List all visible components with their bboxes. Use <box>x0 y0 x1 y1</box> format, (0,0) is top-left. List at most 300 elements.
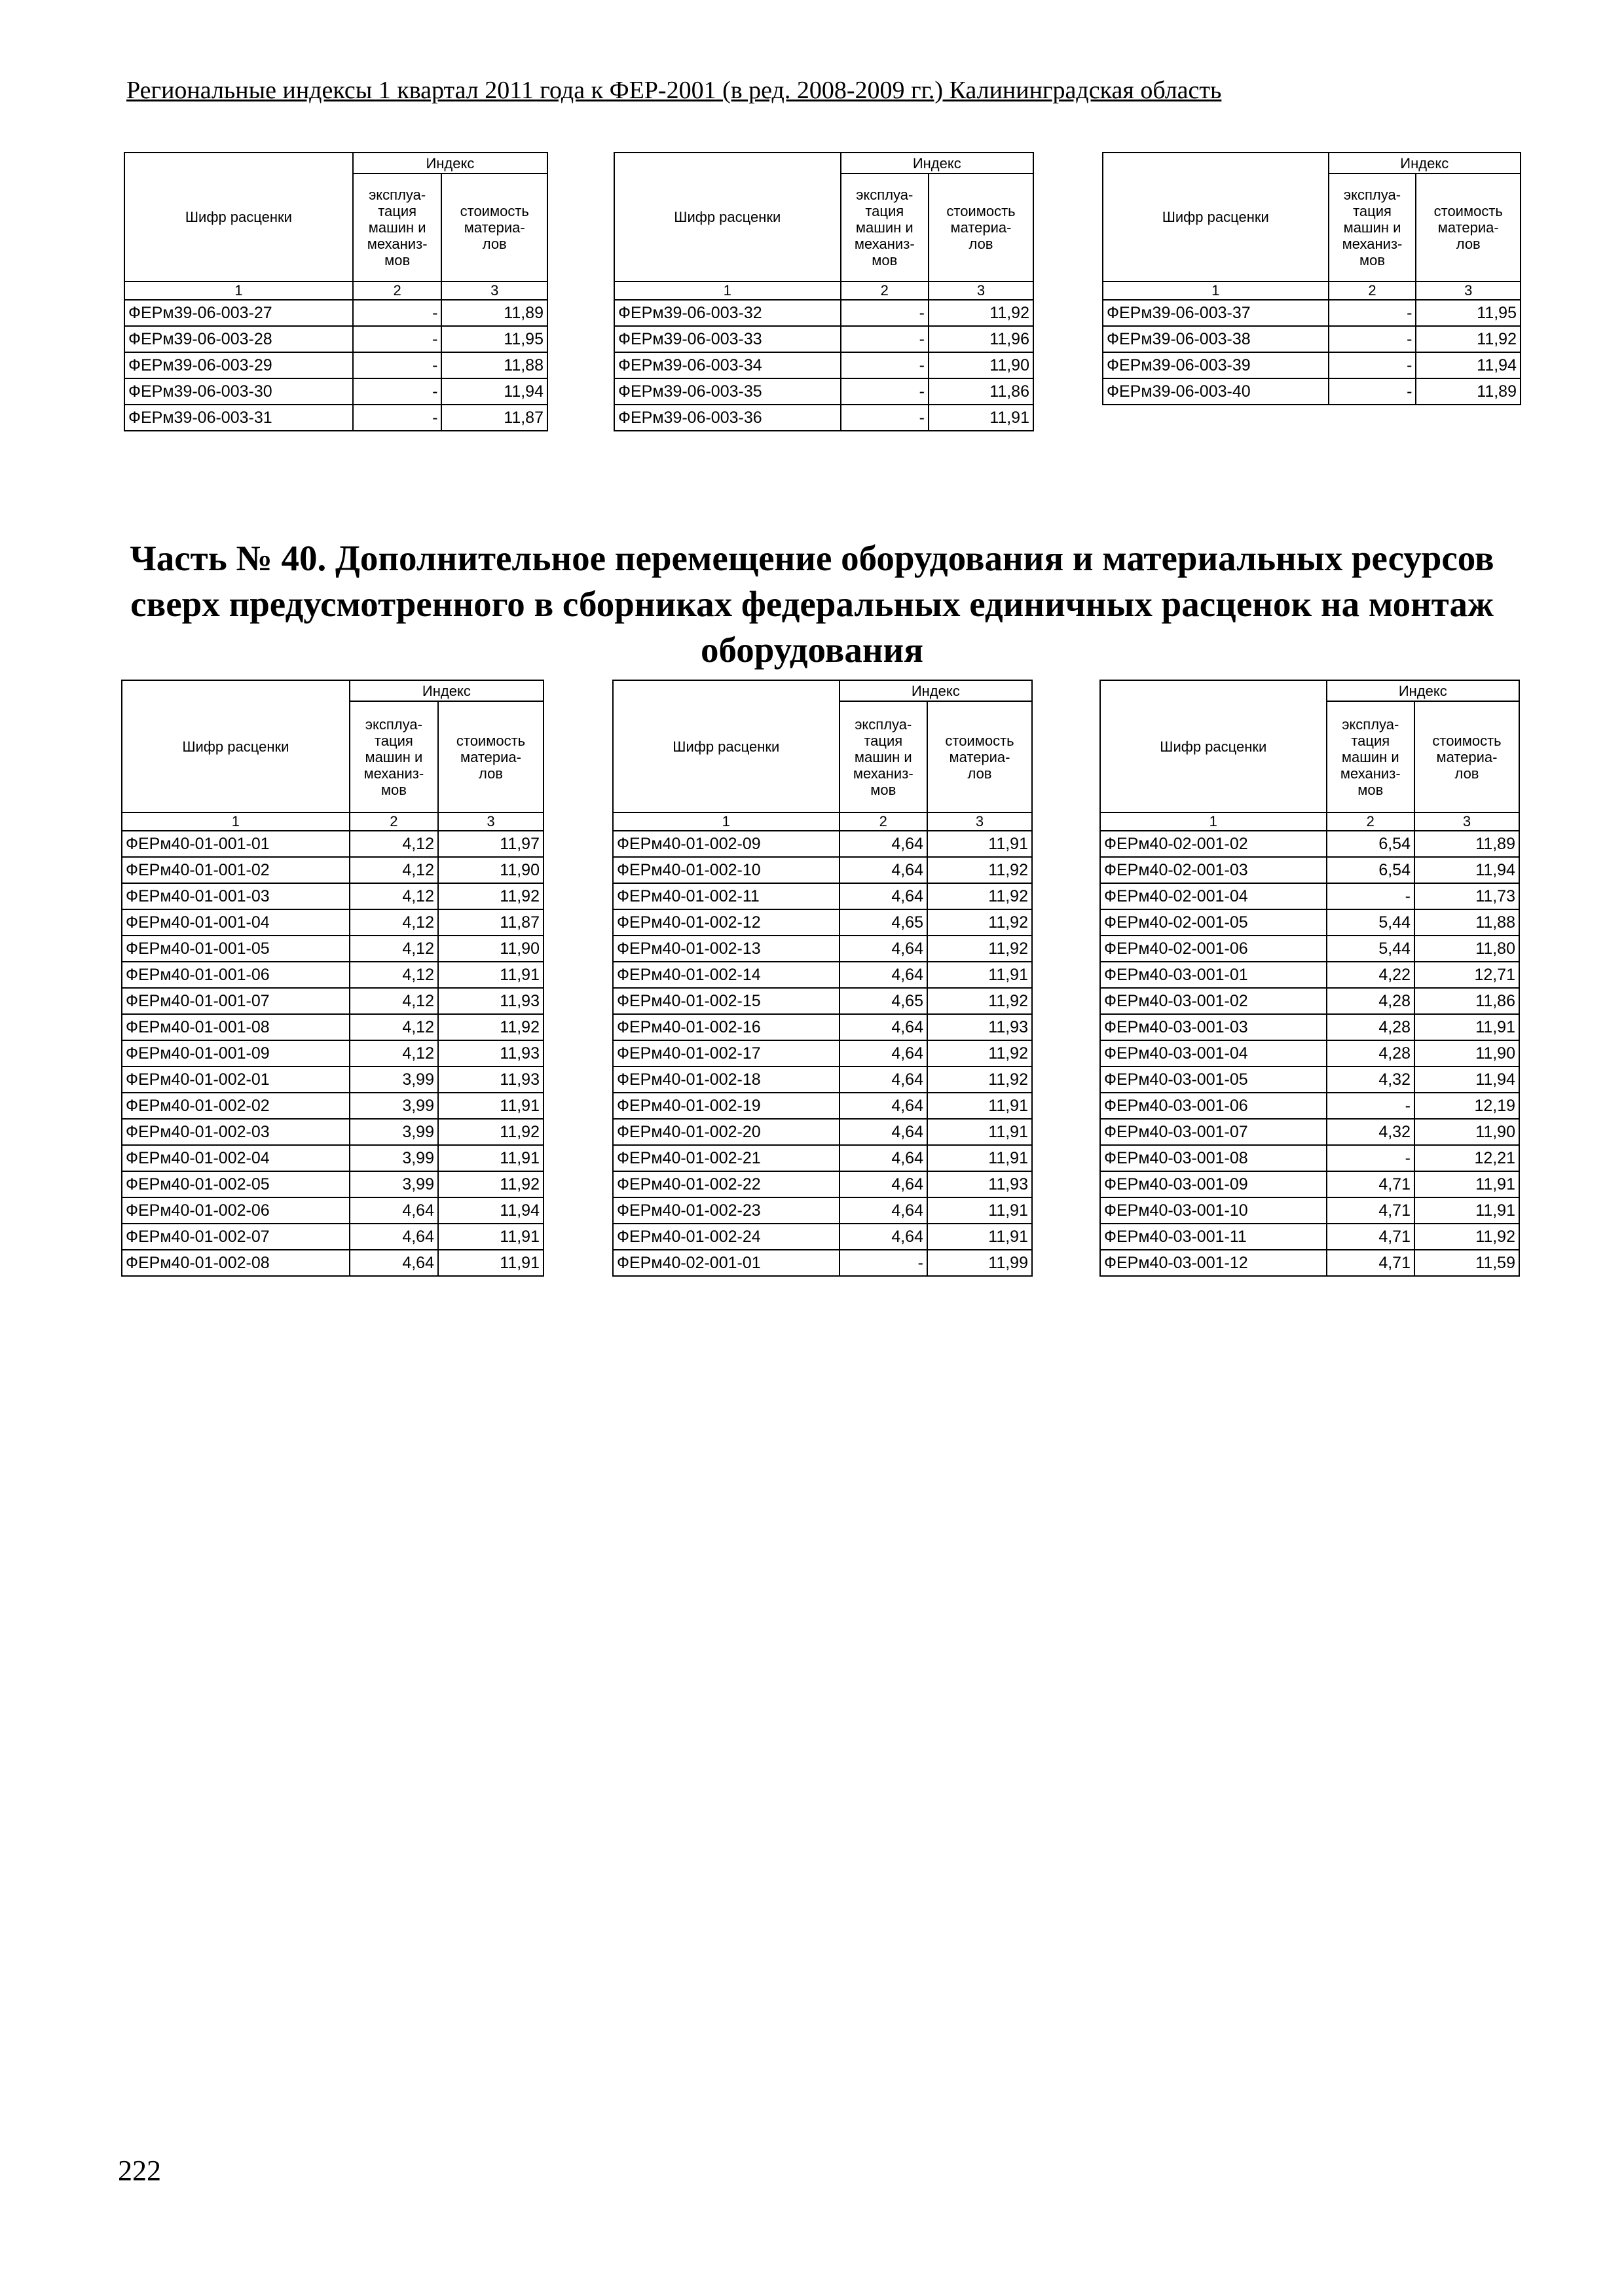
machines-index-cell: 3,99 <box>350 1066 438 1093</box>
column-number: 3 <box>441 282 547 300</box>
index-column-header: Индекс <box>840 680 1032 701</box>
rate-code-cell: ФЕРм40-03-001-12 <box>1100 1250 1327 1276</box>
materials-index-cell: 11,96 <box>929 326 1033 352</box>
table-row <box>613 1224 1032 1250</box>
table-row <box>122 1093 544 1119</box>
rate-code-cell: ФЕРм40-03-001-07 <box>1100 1119 1327 1145</box>
table-row <box>1103 300 1521 326</box>
rate-code-cell: ФЕРм40-01-002-12 <box>613 909 840 936</box>
materials-index-cell: 11,94 <box>1416 352 1521 378</box>
machines-index-cell: 4,22 <box>1327 962 1414 988</box>
machines-index-cell: - <box>841 326 929 352</box>
materials-index-cell: 11,99 <box>927 1250 1032 1276</box>
machines-index-cell: 4,71 <box>1327 1224 1414 1250</box>
table-row <box>613 962 1032 988</box>
rate-code-cell: ФЕРм39-06-003-36 <box>614 405 841 431</box>
rate-code-cell: ФЕРм40-03-001-03 <box>1100 1014 1327 1040</box>
materials-index-cell: 11,91 <box>927 1145 1032 1171</box>
table-row <box>122 1145 544 1171</box>
materials-index-cell: 11,92 <box>927 1040 1032 1066</box>
rate-code-cell: ФЕРм40-01-002-21 <box>613 1145 840 1171</box>
index-table-part39-2 <box>614 152 1034 431</box>
machines-index-cell: 4,64 <box>840 1224 927 1250</box>
materials-index-cell: 11,91 <box>927 962 1032 988</box>
column-number: 3 <box>927 812 1032 831</box>
table-row <box>614 300 1033 326</box>
machines-index-cell: 4,64 <box>840 936 927 962</box>
rate-code-cell: ФЕРм39-06-003-29 <box>124 352 353 378</box>
machines-index-cell: 4,12 <box>350 962 438 988</box>
machines-column-header: эксплуа- тация машин и механиз- мов <box>840 701 927 812</box>
rate-code-cell: ФЕРм40-01-002-23 <box>613 1197 840 1224</box>
table-row <box>122 1014 544 1040</box>
materials-index-cell: 11,91 <box>927 1224 1032 1250</box>
machines-index-cell: - <box>841 405 929 431</box>
table-row <box>1100 1250 1519 1276</box>
table-row <box>122 1066 544 1093</box>
materials-index-cell: 11,88 <box>441 352 547 378</box>
table-row <box>1100 1197 1519 1224</box>
materials-index-cell: 12,19 <box>1414 1093 1519 1119</box>
table-row <box>613 1145 1032 1171</box>
rate-code-cell: ФЕРм39-06-003-28 <box>124 326 353 352</box>
machines-column-header: эксплуа- тация машин и механиз- мов <box>350 701 438 812</box>
rate-code-cell: ФЕРм40-01-001-08 <box>122 1014 350 1040</box>
table-row <box>1100 988 1519 1014</box>
machines-index-cell: - <box>1329 326 1416 352</box>
machines-index-cell: 6,54 <box>1327 831 1414 857</box>
rate-code-cell: ФЕРм40-01-002-05 <box>122 1171 350 1197</box>
rate-code-cell: ФЕРм40-02-001-02 <box>1100 831 1327 857</box>
rate-code-cell: ФЕРм40-01-002-13 <box>613 936 840 962</box>
machines-index-cell: 4,28 <box>1327 988 1414 1014</box>
machines-index-cell: 5,44 <box>1327 909 1414 936</box>
machines-index-cell: 3,99 <box>350 1093 438 1119</box>
rate-code-cell: ФЕРм39-06-003-32 <box>614 300 841 326</box>
machines-index-cell: 4,71 <box>1327 1197 1414 1224</box>
machines-index-cell: - <box>1327 1145 1414 1171</box>
rate-code-cell: ФЕРм40-01-002-08 <box>122 1250 350 1276</box>
machines-index-cell: - <box>1329 300 1416 326</box>
materials-index-cell: 11,92 <box>927 988 1032 1014</box>
materials-index-cell: 11,92 <box>927 857 1032 883</box>
rate-code-cell: ФЕРм39-06-003-30 <box>124 378 353 405</box>
rate-code-cell: ФЕРм39-06-003-37 <box>1103 300 1329 326</box>
materials-index-cell: 11,92 <box>438 1014 544 1040</box>
rate-code-cell: ФЕРм40-01-002-09 <box>613 831 840 857</box>
rate-code-cell: ФЕРм40-01-002-14 <box>613 962 840 988</box>
machines-index-cell: 5,44 <box>1327 936 1414 962</box>
materials-index-cell: 11,93 <box>927 1014 1032 1040</box>
rate-code-cell: ФЕРм40-02-001-04 <box>1100 883 1327 909</box>
column-number: 1 <box>124 282 353 300</box>
machines-index-cell: - <box>840 1250 927 1276</box>
materials-index-cell: 11,90 <box>1414 1119 1519 1145</box>
materials-index-cell: 11,90 <box>929 352 1033 378</box>
materials-index-cell: 11,91 <box>1414 1171 1519 1197</box>
machines-index-cell: 4,64 <box>840 1145 927 1171</box>
materials-index-cell: 11,92 <box>929 300 1033 326</box>
materials-index-cell: 11,93 <box>927 1171 1032 1197</box>
machines-column-header: эксплуа- тация машин и механиз- мов <box>1329 173 1416 282</box>
table-row <box>122 831 544 857</box>
code-column-header: Шифр расценки <box>613 680 840 812</box>
part-40-title: Часть № 40. Дополнительное перемещение оборудования и материальных ресурсов сверх предусмотренного в сборниках федеральных единичных расценок на монтаж оборудования <box>130 538 1494 670</box>
table-row <box>122 1250 544 1276</box>
rate-code-cell: ФЕРм39-06-003-27 <box>124 300 353 326</box>
machines-index-cell: 4,64 <box>350 1250 438 1276</box>
materials-index-cell: 11,91 <box>1414 1014 1519 1040</box>
materials-index-cell: 11,73 <box>1414 883 1519 909</box>
table-row <box>1100 1093 1519 1119</box>
index-table-part39-1 <box>124 152 548 431</box>
materials-index-cell: 11,92 <box>1416 326 1521 352</box>
materials-index-cell: 11,92 <box>927 936 1032 962</box>
table-row <box>1100 936 1519 962</box>
materials-index-cell: 11,91 <box>929 405 1033 431</box>
rate-code-cell: ФЕРм40-01-001-02 <box>122 857 350 883</box>
rate-code-cell: ФЕРм40-01-002-16 <box>613 1014 840 1040</box>
table-row <box>1103 378 1521 405</box>
column-number: 2 <box>1327 812 1414 831</box>
table-row <box>613 936 1032 962</box>
machines-index-cell: 4,64 <box>840 1014 927 1040</box>
column-number: 2 <box>841 282 929 300</box>
code-column-header: Шифр расценки <box>122 680 350 812</box>
table-row <box>614 352 1033 378</box>
table-row <box>124 405 547 431</box>
rate-code-cell: ФЕРм40-01-001-09 <box>122 1040 350 1066</box>
rate-code-cell: ФЕРм39-06-003-39 <box>1103 352 1329 378</box>
materials-index-cell: 11,92 <box>927 909 1032 936</box>
machines-index-cell: 4,64 <box>840 962 927 988</box>
table-row <box>613 1040 1032 1066</box>
machines-index-cell: - <box>1327 883 1414 909</box>
machines-index-cell: 4,12 <box>350 857 438 883</box>
table-row <box>613 1250 1032 1276</box>
table-row <box>613 1197 1032 1224</box>
materials-index-cell: 11,94 <box>441 378 547 405</box>
rate-code-cell: ФЕРм40-01-001-07 <box>122 988 350 1014</box>
rate-code-cell: ФЕРм40-01-002-20 <box>613 1119 840 1145</box>
code-column-header: Шифр расценки <box>124 153 353 282</box>
column-number: 3 <box>438 812 544 831</box>
rate-code-cell: ФЕРм40-01-002-11 <box>613 883 840 909</box>
rate-code-cell: ФЕРм40-01-002-03 <box>122 1119 350 1145</box>
machines-index-cell: - <box>841 352 929 378</box>
machines-index-cell: 4,64 <box>840 1066 927 1093</box>
machines-index-cell: 4,64 <box>840 1197 927 1224</box>
rate-code-cell: ФЕРм40-03-001-02 <box>1100 988 1327 1014</box>
table-row <box>614 405 1033 431</box>
rate-code-cell: ФЕРм40-01-002-04 <box>122 1145 350 1171</box>
materials-column-header: стоимость материа- лов <box>929 173 1033 282</box>
rate-code-cell: ФЕРм39-06-003-40 <box>1103 378 1329 405</box>
rate-code-cell: ФЕРм40-03-001-01 <box>1100 962 1327 988</box>
rate-code-cell: ФЕРм40-01-002-01 <box>122 1066 350 1093</box>
materials-index-cell: 11,93 <box>438 1066 544 1093</box>
table-row <box>122 1197 544 1224</box>
code-column-header: Шифр расценки <box>1100 680 1327 812</box>
materials-index-cell: 11,88 <box>1414 909 1519 936</box>
table-row <box>1100 883 1519 909</box>
column-number: 2 <box>840 812 927 831</box>
table-row <box>613 1066 1032 1093</box>
machines-index-cell: 4,12 <box>350 1040 438 1066</box>
rate-code-cell: ФЕРм40-03-001-05 <box>1100 1066 1327 1093</box>
rate-code-cell: ФЕРм40-01-002-10 <box>613 857 840 883</box>
index-column-header: Индекс <box>1329 153 1521 173</box>
table-row <box>124 378 547 405</box>
materials-index-cell: 12,71 <box>1414 962 1519 988</box>
column-number: 1 <box>122 812 350 831</box>
materials-index-cell: 11,91 <box>927 1119 1032 1145</box>
table-row <box>613 831 1032 857</box>
code-column-header: Шифр расценки <box>614 153 841 282</box>
materials-index-cell: 11,89 <box>1416 378 1521 405</box>
table-row <box>122 962 544 988</box>
rate-code-cell: ФЕРм39-06-003-38 <box>1103 326 1329 352</box>
rate-code-cell: ФЕРм40-01-002-18 <box>613 1066 840 1093</box>
machines-column-header: эксплуа- тация машин и механиз- мов <box>353 173 442 282</box>
machines-index-cell: 4,64 <box>840 1171 927 1197</box>
materials-index-cell: 11,80 <box>1414 936 1519 962</box>
table-row <box>1100 1066 1519 1093</box>
rate-code-cell: ФЕРм40-01-001-06 <box>122 962 350 988</box>
table-row <box>1100 909 1519 936</box>
column-number: 1 <box>1103 282 1329 300</box>
table-row <box>613 909 1032 936</box>
materials-index-cell: 11,93 <box>438 988 544 1014</box>
materials-index-cell: 11,91 <box>438 1093 544 1119</box>
machines-index-cell: - <box>841 378 929 405</box>
table-row <box>1100 1224 1519 1250</box>
table-row <box>613 883 1032 909</box>
table-row <box>122 1040 544 1066</box>
index-column-header: Индекс <box>841 153 1033 173</box>
materials-index-cell: 11,89 <box>1414 831 1519 857</box>
table-row <box>614 326 1033 352</box>
rate-code-cell: ФЕРм39-06-003-34 <box>614 352 841 378</box>
machines-index-cell: 4,65 <box>840 988 927 1014</box>
materials-index-cell: 11,92 <box>438 1171 544 1197</box>
table-row <box>124 352 547 378</box>
table-row <box>1100 1171 1519 1197</box>
machines-index-cell: 3,99 <box>350 1171 438 1197</box>
table-row <box>613 988 1032 1014</box>
materials-index-cell: 11,95 <box>1416 300 1521 326</box>
table-row <box>613 1171 1032 1197</box>
table-row <box>1100 1040 1519 1066</box>
materials-index-cell: 11,92 <box>1414 1224 1519 1250</box>
materials-index-cell: 11,89 <box>441 300 547 326</box>
table-row <box>1100 831 1519 857</box>
materials-index-cell: 11,91 <box>438 1145 544 1171</box>
materials-index-cell: 11,94 <box>1414 1066 1519 1093</box>
rate-code-cell: ФЕРм40-01-001-01 <box>122 831 350 857</box>
materials-index-cell: 11,90 <box>438 936 544 962</box>
table-row <box>122 857 544 883</box>
rate-code-cell: ФЕРм40-01-002-02 <box>122 1093 350 1119</box>
machines-index-cell: - <box>353 378 442 405</box>
rate-code-cell: ФЕРм39-06-003-35 <box>614 378 841 405</box>
index-table-part40-1 <box>121 680 544 1277</box>
table-row <box>122 1119 544 1145</box>
materials-index-cell: 11,86 <box>929 378 1033 405</box>
machines-index-cell: 4,64 <box>350 1224 438 1250</box>
table-row <box>1103 352 1521 378</box>
index-table-part39-3 <box>1102 152 1521 405</box>
rate-code-cell: ФЕРм40-01-002-22 <box>613 1171 840 1197</box>
table-row <box>1100 857 1519 883</box>
rate-code-cell: ФЕРм40-01-002-17 <box>613 1040 840 1066</box>
machines-index-cell: - <box>1327 1093 1414 1119</box>
materials-index-cell: 11,92 <box>927 883 1032 909</box>
materials-index-cell: 12,21 <box>1414 1145 1519 1171</box>
rate-code-cell: ФЕРм40-02-001-03 <box>1100 857 1327 883</box>
table-row <box>122 1224 544 1250</box>
machines-index-cell: 4,12 <box>350 831 438 857</box>
table-row <box>124 300 547 326</box>
page-number: 222 <box>118 2155 161 2187</box>
machines-index-cell: - <box>353 405 442 431</box>
machines-index-cell: 4,32 <box>1327 1119 1414 1145</box>
table-row <box>124 326 547 352</box>
table-row <box>122 988 544 1014</box>
rate-code-cell: ФЕРм39-06-003-33 <box>614 326 841 352</box>
machines-index-cell: 4,64 <box>350 1197 438 1224</box>
machines-index-cell: 4,65 <box>840 909 927 936</box>
machines-index-cell: - <box>1329 378 1416 405</box>
machines-index-cell: 4,12 <box>350 1014 438 1040</box>
materials-index-cell: 11,86 <box>1414 988 1519 1014</box>
machines-column-header: эксплуа- тация машин и механиз- мов <box>1327 701 1414 812</box>
table-row <box>122 936 544 962</box>
materials-index-cell: 11,97 <box>438 831 544 857</box>
materials-index-cell: 11,90 <box>438 857 544 883</box>
materials-column-header: стоимость материа- лов <box>1414 701 1519 812</box>
machines-index-cell: 4,12 <box>350 936 438 962</box>
machines-index-cell: 4,71 <box>1327 1250 1414 1276</box>
machines-index-cell: - <box>353 326 442 352</box>
materials-index-cell: 11,91 <box>1414 1197 1519 1224</box>
rate-code-cell: ФЕРм40-03-001-08 <box>1100 1145 1327 1171</box>
materials-index-cell: 11,91 <box>927 831 1032 857</box>
code-column-header: Шифр расценки <box>1103 153 1329 282</box>
index-table-part40-3 <box>1099 680 1520 1277</box>
table-row <box>1103 326 1521 352</box>
table-row <box>614 378 1033 405</box>
machines-index-cell: 3,99 <box>350 1145 438 1171</box>
index-column-header: Индекс <box>1327 680 1519 701</box>
materials-index-cell: 11,90 <box>1414 1040 1519 1066</box>
machines-index-cell: 4,12 <box>350 909 438 936</box>
machines-index-cell: 4,71 <box>1327 1171 1414 1197</box>
machines-index-cell: 4,28 <box>1327 1014 1414 1040</box>
materials-column-header: стоимость материа- лов <box>1416 173 1521 282</box>
rate-code-cell: ФЕРм40-01-001-03 <box>122 883 350 909</box>
table-row <box>122 883 544 909</box>
page-header: Региональные индексы 1 квартал 2011 года к ФЕР-2001 (в ред. 2008-2009 гг.) Калининградская область <box>126 77 1222 104</box>
materials-index-cell: 11,91 <box>438 962 544 988</box>
rate-code-cell: ФЕРм40-03-001-04 <box>1100 1040 1327 1066</box>
machines-index-cell: - <box>353 300 442 326</box>
machines-index-cell: - <box>1329 352 1416 378</box>
machines-index-cell: 4,32 <box>1327 1066 1414 1093</box>
machines-index-cell: 4,12 <box>350 883 438 909</box>
column-number: 2 <box>350 812 438 831</box>
materials-index-cell: 11,95 <box>441 326 547 352</box>
machines-index-cell: 4,28 <box>1327 1040 1414 1066</box>
rate-code-cell: ФЕРм40-02-001-01 <box>613 1250 840 1276</box>
table-row <box>613 1093 1032 1119</box>
table-row <box>122 909 544 936</box>
table-row <box>1100 1014 1519 1040</box>
rate-code-cell: ФЕРм40-02-001-05 <box>1100 909 1327 936</box>
table-row <box>122 1171 544 1197</box>
rate-code-cell: ФЕРм39-06-003-31 <box>124 405 353 431</box>
materials-index-cell: 11,87 <box>438 909 544 936</box>
materials-index-cell: 11,92 <box>927 1066 1032 1093</box>
machines-index-cell: 4,64 <box>840 857 927 883</box>
materials-index-cell: 11,91 <box>927 1197 1032 1224</box>
table-row <box>1100 1145 1519 1171</box>
materials-index-cell: 11,91 <box>438 1224 544 1250</box>
rate-code-cell: ФЕРм40-03-001-10 <box>1100 1197 1327 1224</box>
table-row <box>613 1014 1032 1040</box>
materials-index-cell: 11,87 <box>441 405 547 431</box>
index-column-header: Индекс <box>353 153 547 173</box>
column-number: 2 <box>1329 282 1416 300</box>
rate-code-cell: ФЕРм40-01-002-06 <box>122 1197 350 1224</box>
rate-code-cell: ФЕРм40-01-002-19 <box>613 1093 840 1119</box>
materials-index-cell: 11,91 <box>927 1093 1032 1119</box>
materials-index-cell: 11,94 <box>1414 857 1519 883</box>
rate-code-cell: ФЕРм40-03-001-11 <box>1100 1224 1327 1250</box>
column-number: 1 <box>1100 812 1327 831</box>
materials-index-cell: 11,93 <box>438 1040 544 1066</box>
rate-code-cell: ФЕРм40-02-001-06 <box>1100 936 1327 962</box>
rate-code-cell: ФЕРм40-01-001-05 <box>122 936 350 962</box>
materials-column-header: стоимость материа- лов <box>438 701 544 812</box>
rate-code-cell: ФЕРм40-03-001-06 <box>1100 1093 1327 1119</box>
materials-column-header: стоимость материа- лов <box>927 701 1032 812</box>
machines-index-cell: - <box>841 300 929 326</box>
column-number: 1 <box>613 812 840 831</box>
rate-code-cell: ФЕРм40-01-002-24 <box>613 1224 840 1250</box>
materials-index-cell: 11,92 <box>438 1119 544 1145</box>
index-column-header: Индекс <box>350 680 544 701</box>
rate-code-cell: ФЕРм40-01-002-07 <box>122 1224 350 1250</box>
machines-index-cell: - <box>353 352 442 378</box>
machines-index-cell: 3,99 <box>350 1119 438 1145</box>
column-number: 3 <box>1416 282 1521 300</box>
machines-index-cell: 4,64 <box>840 1119 927 1145</box>
table-row <box>613 1119 1032 1145</box>
table-row <box>1100 962 1519 988</box>
machines-index-cell: 4,64 <box>840 1093 927 1119</box>
materials-index-cell: 11,59 <box>1414 1250 1519 1276</box>
column-number: 3 <box>929 282 1033 300</box>
rate-code-cell: ФЕРм40-01-001-04 <box>122 909 350 936</box>
machines-column-header: эксплуа- тация машин и механиз- мов <box>841 173 929 282</box>
machines-index-cell: 6,54 <box>1327 857 1414 883</box>
column-number: 3 <box>1414 812 1519 831</box>
machines-index-cell: 4,12 <box>350 988 438 1014</box>
table-row <box>1100 1119 1519 1145</box>
materials-column-header: стоимость материа- лов <box>441 173 547 282</box>
rate-code-cell: ФЕРм40-03-001-09 <box>1100 1171 1327 1197</box>
